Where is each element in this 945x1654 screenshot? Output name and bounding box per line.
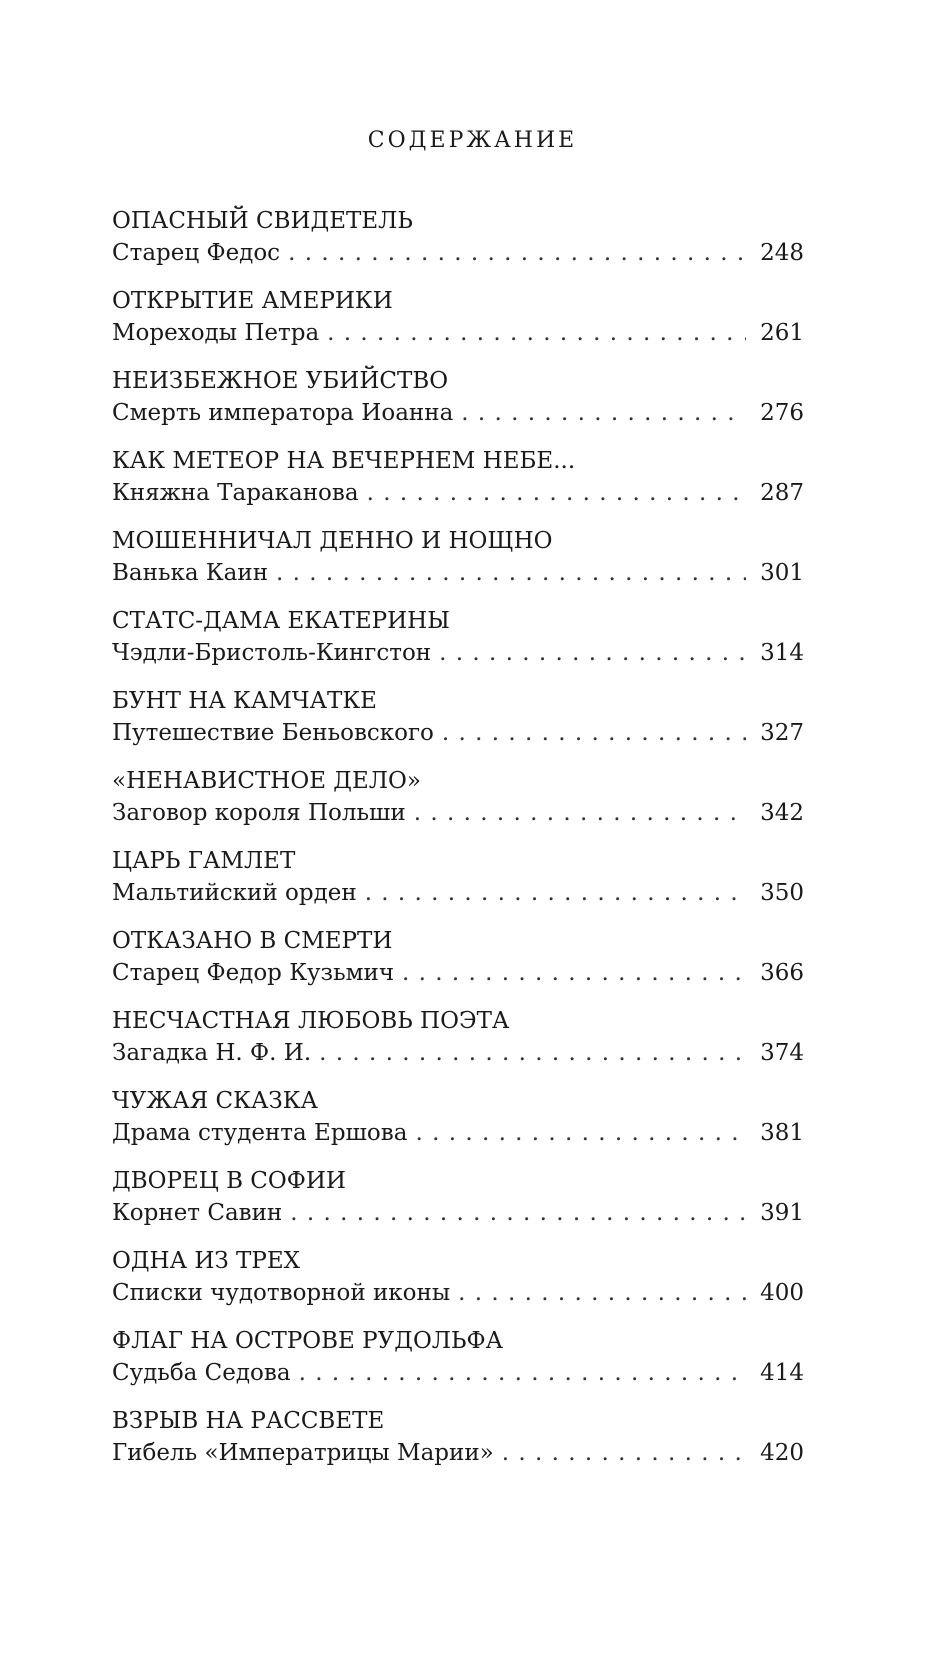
toc-entry <box>112 366 804 446</box>
chapter-subtitle: Списки чудотворной иконы <box>112 1280 451 1306</box>
page-number: 327 <box>760 720 804 746</box>
chapter-subtitle: Старец Федос <box>112 240 281 266</box>
page-number: 350 <box>760 880 804 906</box>
toc-entry <box>112 1166 804 1246</box>
chapter-heading: НЕИЗБЕЖНОЕ УБИЙСТВО <box>112 368 449 394</box>
page-number: 314 <box>760 640 804 666</box>
dot-leader <box>288 236 746 270</box>
dot-leader <box>439 636 746 670</box>
chapter-heading: СТАТС-ДАМА ЕКАТЕРИНЫ <box>112 608 450 634</box>
dot-leader <box>442 716 746 750</box>
chapter-heading: ОТКРЫТИЕ АМЕРИКИ <box>112 288 393 314</box>
chapter-subtitle-row <box>112 316 804 350</box>
chapter-heading: ЦАРЬ ГАМЛЕТ <box>112 848 296 874</box>
chapter-heading: ОТКАЗАНО В СМЕРТИ <box>112 928 393 954</box>
dot-leader <box>299 1356 746 1390</box>
chapter-subtitle: Старец Федор Кузьмич <box>112 960 395 986</box>
page-number: 381 <box>760 1120 804 1146</box>
chapter-subtitle: Гибель «Императрицы Марии» <box>112 1440 494 1466</box>
toc-entry <box>112 1406 804 1486</box>
page-number: 400 <box>760 1280 804 1306</box>
chapter-heading: МОШЕННИЧАЛ ДЕННО И НОЩНО <box>112 528 553 554</box>
chapter-subtitle-row <box>112 396 804 430</box>
chapter-subtitle-row <box>112 556 804 590</box>
toc-entry <box>112 686 804 766</box>
chapter-subtitle: Судьба Седова <box>112 1360 291 1386</box>
chapter-subtitle-row <box>112 236 804 270</box>
dot-leader <box>402 956 746 990</box>
page-number: 366 <box>760 960 804 986</box>
toc-entry <box>112 286 804 366</box>
chapter-subtitle: Путешествие Беньовского <box>112 720 434 746</box>
chapter-heading: ВЗРЫВ НА РАССВЕТЕ <box>112 1408 385 1434</box>
page-number: 374 <box>760 1040 804 1066</box>
chapter-heading: НЕСЧАСТНАЯ ЛЮБОВЬ ПОЭТА <box>112 1008 510 1034</box>
toc-entry <box>112 1086 804 1166</box>
chapter-heading: БУНТ НА КАМЧАТКЕ <box>112 688 377 714</box>
page-number: 248 <box>760 240 804 266</box>
dot-leader <box>461 396 746 430</box>
toc-entry <box>112 446 804 526</box>
page-number: 342 <box>760 800 804 826</box>
chapter-subtitle: Мореходы Петра <box>112 320 320 346</box>
chapter-heading: ФЛАГ НА ОСТРОВЕ РУДОЛЬФА <box>112 1328 504 1354</box>
chapter-heading: ОДНА ИЗ ТРЕХ <box>112 1248 301 1274</box>
dot-leader <box>290 1196 746 1230</box>
toc-entry <box>112 606 804 686</box>
page-title: СОДЕРЖАНИЕ <box>367 128 578 153</box>
toc-entry <box>112 526 804 606</box>
toc-entry <box>112 926 804 1006</box>
chapter-heading: ДВОРЕЦ В СОФИИ <box>112 1168 346 1194</box>
chapter-subtitle: Ванька Каин <box>112 560 269 586</box>
chapter-heading: «НЕНАВИСТНОЕ ДЕЛО» <box>112 768 421 794</box>
dot-leader <box>414 796 746 830</box>
chapter-subtitle: Загадка Н. Ф. И. <box>112 1040 312 1066</box>
toc-entry <box>112 846 804 926</box>
chapter-subtitle-row <box>112 796 804 830</box>
dot-leader <box>502 1436 746 1470</box>
chapter-subtitle-row <box>112 876 804 910</box>
page-number: 276 <box>760 400 804 426</box>
toc-entry <box>112 766 804 846</box>
toc-entry <box>112 206 804 286</box>
chapter-heading: ОПАСНЫЙ СВИДЕТЕЛЬ <box>112 208 413 234</box>
chapter-subtitle-row <box>112 716 804 750</box>
dot-leader <box>319 1036 746 1070</box>
chapter-subtitle: Княжна Тараканова <box>112 480 359 506</box>
page-number: 391 <box>760 1200 804 1226</box>
page-number: 414 <box>760 1360 804 1386</box>
dot-leader <box>415 1116 746 1150</box>
chapter-subtitle-row <box>112 1436 804 1470</box>
table-of-contents <box>112 206 804 1486</box>
toc-entry <box>112 1246 804 1326</box>
dot-leader <box>365 876 746 910</box>
dot-leader <box>458 1276 746 1310</box>
chapter-heading: ЧУЖАЯ СКАЗКА <box>112 1088 318 1114</box>
chapter-subtitle: Смерть императора Иоанна <box>112 400 454 426</box>
chapter-subtitle: Заговор короля Польши <box>112 800 406 826</box>
chapter-subtitle: Мальтийский орден <box>112 880 357 906</box>
dot-leader <box>327 316 746 350</box>
chapter-subtitle-row <box>112 1356 804 1390</box>
chapter-subtitle-row <box>112 636 804 670</box>
toc-entry <box>112 1326 804 1406</box>
chapter-subtitle: Чэдли-Бристоль-Кингстон <box>112 640 432 666</box>
dot-leader <box>276 556 746 590</box>
chapter-subtitle-row <box>112 956 804 990</box>
chapter-subtitle-row <box>112 1196 804 1230</box>
toc-entry <box>112 1006 804 1086</box>
chapter-subtitle-row <box>112 1036 804 1070</box>
chapter-heading: КАК МЕТЕОР НА ВЕЧЕРНЕМ НЕБЕ... <box>112 448 576 474</box>
page-number: 261 <box>760 320 804 346</box>
chapter-subtitle-row <box>112 1276 804 1310</box>
dot-leader <box>367 476 746 510</box>
page-number: 287 <box>760 480 804 506</box>
chapter-subtitle-row <box>112 1116 804 1150</box>
page-number: 420 <box>760 1440 804 1466</box>
page-number: 301 <box>760 560 804 586</box>
chapter-subtitle: Драма студента Ершова <box>112 1120 408 1146</box>
chapter-subtitle-row <box>112 476 804 510</box>
chapter-subtitle: Корнет Савин <box>112 1200 283 1226</box>
